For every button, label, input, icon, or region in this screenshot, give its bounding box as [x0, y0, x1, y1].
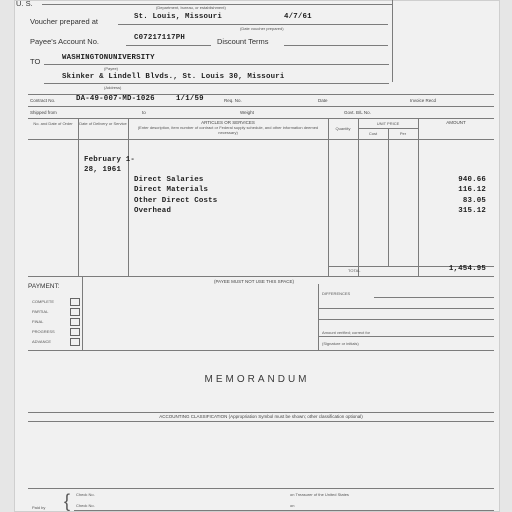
period-line-2: 28, 1961: [84, 166, 122, 174]
item-label-2: Direct Materials: [134, 186, 209, 194]
table-bottom-rule: [28, 276, 494, 277]
checkbox-complete[interactable]: [70, 298, 80, 306]
differences-label: DIFFERENCES: [322, 291, 351, 296]
date-label: Date: [318, 98, 328, 103]
differences-line-1: [374, 297, 494, 298]
contract-date: 1/1/59: [176, 95, 204, 103]
invoice-label: Invoice Recd: [410, 98, 437, 103]
checkbox-progress[interactable]: [70, 328, 80, 336]
meta-bottom-rule: [28, 118, 494, 119]
signature-label: (Signature or initials): [322, 341, 359, 346]
col-quantity-header: Quantity: [335, 126, 351, 131]
check-no-label-1: Check No.: [76, 492, 95, 497]
payment-option-advance: ADVANCE: [32, 339, 52, 344]
payment-label: PAYMENT:: [28, 283, 60, 290]
col-line-5: [388, 128, 389, 266]
accounting-bottom-rule: [28, 421, 494, 422]
payment-option-partial: PARTIAL: [32, 309, 49, 314]
period-line-1: February 1-: [84, 156, 135, 164]
col-articles-header: ARTICLES OR SERVICES: [201, 120, 255, 125]
col-amount-header: AMOUNT: [446, 120, 466, 125]
voucher-place: St. Louis, Missouri: [134, 13, 223, 21]
us-label: U. S.: [16, 0, 33, 8]
col-order-header: No. and Date of Order: [33, 121, 73, 126]
voucher-prepared-label: Voucher prepared at: [30, 17, 98, 26]
address-line: [44, 83, 389, 84]
col-cost-header: Cost: [368, 131, 378, 136]
amount-verified-line: [318, 336, 494, 337]
req-label: Req. No.: [224, 98, 242, 103]
table-header-rule: [28, 139, 494, 140]
paid-by-label: Paid by: [32, 505, 46, 510]
payment-option-progress: PROGRESS: [32, 329, 55, 334]
footer-top-rule: [28, 488, 494, 489]
govt-bl-label: Govt. B/L No.: [344, 110, 371, 115]
to-label: TO: [30, 57, 41, 66]
col-line-3: [328, 118, 329, 276]
payment-divider: [82, 276, 83, 350]
col-delivery-header: Date of Delivery or Service: [79, 121, 127, 126]
item-amount-3: 83.05: [462, 197, 486, 205]
differences-divider: [318, 284, 319, 350]
payment-option-final: FINAL: [32, 319, 44, 324]
voucher-date: 4/7/61: [284, 13, 312, 21]
total-amount: 1,454.95: [448, 265, 486, 273]
discount-terms-label: Discount Terms: [217, 37, 269, 46]
meta-mid-rule: [28, 106, 494, 107]
item-label-1: Direct Salaries: [134, 176, 204, 184]
address-note: (Address): [104, 85, 122, 90]
differences-line-3: [318, 319, 494, 320]
col-line-1: [78, 118, 79, 276]
col-line-4: [358, 118, 359, 276]
accounting-classification: ACCOUNTING CLASSIFICATION (Appropriation Symbol must be shown; other classification optional): [159, 414, 363, 419]
contract-label: Contract No.: [30, 98, 56, 103]
payee-address: Skinker & Lindell Blvds., St. Louis 30, Missouri: [62, 73, 285, 81]
payees-account-no: C07217117PH: [134, 34, 185, 42]
accounting-top-rule: [28, 412, 494, 413]
checkbox-partial[interactable]: [70, 308, 80, 316]
weight-label: Weight: [240, 110, 254, 115]
payee-must-not-use: (PAYEE MUST NOT USE THIS SPACE): [213, 279, 294, 284]
payee-name: WASHINGTONUNIVERSITY: [62, 54, 155, 62]
amount-verified-label: Amount verified; correct for: [322, 330, 371, 335]
memorandum-title: MEMORANDUM: [204, 374, 310, 385]
top-right-box-divider: [392, 0, 393, 82]
item-amount-2: 116.12: [458, 186, 486, 194]
item-label-3: Other Direct Costs: [134, 197, 218, 205]
col-unit-price-header: UNIT PRICE: [376, 121, 400, 126]
department-note: (Department, bureau, or establishment): [156, 5, 226, 10]
payee-line: [44, 64, 389, 65]
shipped-to-label: to: [142, 110, 146, 115]
on-label: on: [290, 503, 295, 508]
item-amount-4: 315.12: [458, 207, 486, 215]
col-line-2: [128, 118, 129, 276]
treasurer-label: on Treasurer of the United States: [290, 492, 349, 497]
payees-account-line: [126, 45, 211, 46]
item-amount-1: 940.66: [458, 176, 486, 184]
col-articles-note: (Enter description, item number of contract or Federal supply schedule, and other information deemed necessary): [137, 125, 319, 135]
col-per-header: Per: [399, 131, 407, 136]
differences-line-2: [318, 308, 494, 309]
total-label: TOTAL: [348, 268, 361, 273]
voucher-prepared-line: [118, 24, 388, 25]
voucher-place-note: (Date voucher prepared): [240, 26, 284, 31]
footer-line: [74, 510, 494, 511]
checkbox-final[interactable]: [70, 318, 80, 326]
payment-bottom-rule: [28, 350, 494, 351]
discount-terms-line: [284, 45, 388, 46]
payment-option-complete: COMPLETE: [32, 299, 55, 304]
item-label-4: Overhead: [134, 207, 172, 215]
checkbox-advance[interactable]: [70, 338, 80, 346]
contract-no: DA-49-007-MD-1026: [76, 95, 155, 103]
payees-account-label: Payee's Account No.: [30, 37, 99, 46]
voucher-form: [14, 0, 500, 512]
shipped-from-label: Shipped from: [30, 110, 57, 115]
payee-note: (Payee): [104, 66, 119, 71]
brace-glyph: {: [64, 491, 71, 511]
check-no-label-2: Check No.: [76, 503, 95, 508]
